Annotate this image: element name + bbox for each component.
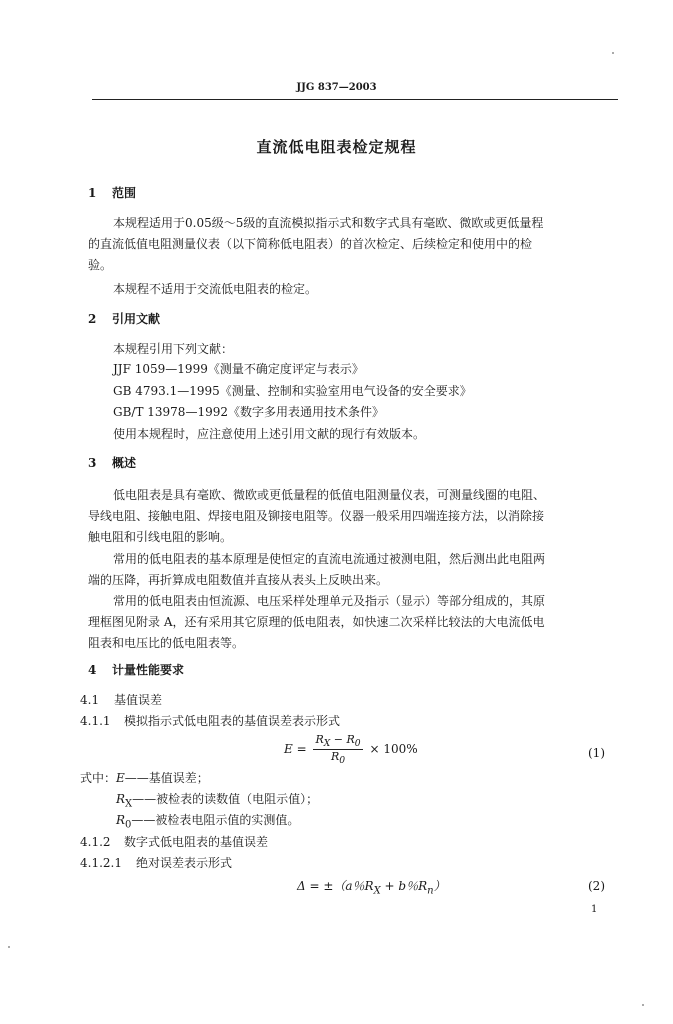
scan-speck	[8, 946, 10, 948]
s2-intro: 本规程引用下列文献：	[113, 342, 234, 356]
reference-item: GB/T 13978—1992《数字多用表通用技术条件》	[113, 405, 384, 419]
s3-p2-line2: 端的压降，再折算成电阻数值并直接从表头上反映出来。	[88, 573, 389, 587]
equation-2: Δ = ±（a％$R_X + b$％$R_n$）	[297, 879, 446, 897]
doc-header-code: JJG 837—2003	[296, 82, 377, 93]
equation-1-fraction: $\frac{R_X - R_0}{R_0}$	[315, 733, 361, 767]
section-3-heading: 3 概述	[88, 456, 137, 470]
page-number: 1	[591, 904, 598, 915]
equation-2-number: (2)	[588, 879, 605, 893]
s1-p2: 本规程不适用于交流低电阻表的检定。	[113, 282, 318, 296]
reference-item: GB 4793.1—1995《测量、控制和实验室用电气设备的安全要求》	[113, 384, 472, 398]
where-lead: 式中：E——基值误差；	[80, 771, 209, 785]
reference-item: JJF 1059—1999《测量不确定度评定与表示》	[113, 362, 364, 376]
s3-p1-line3: 触电阻和引线电阻的影响。	[88, 530, 233, 544]
subsection-4-1-1: 4.1.1 模拟指示式低电阻表的基值误差表示形式	[80, 714, 341, 728]
s3-p3-line3: 阻表和电压比的低电阻表等。	[88, 636, 245, 650]
s3-p3-line1: 常用的低电阻表由恒流源、电压采样处理单元及指示（显示）等部分组成的，其原	[113, 594, 546, 608]
scan-speck	[642, 1004, 644, 1006]
s3-p1-line1: 低电阻表是具有毫欧、微欧或更低量程的低值电阻测量仪表，可测量线圈的电阻、	[113, 488, 546, 502]
section-4-heading: 4 计量性能要求	[88, 663, 185, 677]
subsection-4-1-2: 4.1.2 数字式低电阻表的基值误差	[80, 835, 269, 849]
subsection-4-1: 4.1 基值误差	[80, 693, 163, 707]
s3-p3-line2: 理框图见附录 A，还有采用其它原理的低电阻表，如快速二次采样比较法的大电流低电	[88, 615, 545, 629]
equation-1: E = $\frac{R_X - R_0}{R_0}$ × 100%	[284, 733, 418, 767]
equation-1-number: (1)	[588, 746, 605, 760]
section-2-heading: 2 引用文献	[88, 312, 161, 326]
s1-p1-line3: 验。	[88, 258, 113, 272]
s1-p1-line2: 的直流低值电阻测量仪表（以下简称低电阻表）的首次检定、后续检定和使用中的检	[88, 237, 533, 251]
s1-p1-line1: 本规程适用于0.05级～5级的直流模拟指示式和数字式具有毫欧、微欧或更低量程	[113, 216, 544, 230]
s3-p2-line1: 常用的低电阻表的基本原理是使恒定的直流电流通过被测电阻，然后测出此电阻两	[113, 552, 546, 566]
subsection-4-1-2-1: 4.1.2.1 绝对误差表示形式	[80, 856, 233, 870]
scan-speck	[612, 52, 614, 54]
header-rule	[92, 99, 618, 100]
s3-p1-line2: 导线电阻、接触电阻、焊接电阻及铆接电阻等。仪器一般采用四端连接方法，以消除接	[88, 509, 545, 523]
where-item-r0: $R_0——$被检表电阻示值的实测值。	[116, 813, 300, 831]
page-title: 直流低电阻表检定规程	[256, 138, 417, 156]
where-item-rx: $R_X——$被检表的读数值（电阻示值）；	[116, 792, 319, 810]
section-1-heading: 1 范围	[88, 186, 137, 200]
s2-note: 使用本规程时，应注意使用上述引用文献的现行有效版本。	[113, 427, 426, 441]
